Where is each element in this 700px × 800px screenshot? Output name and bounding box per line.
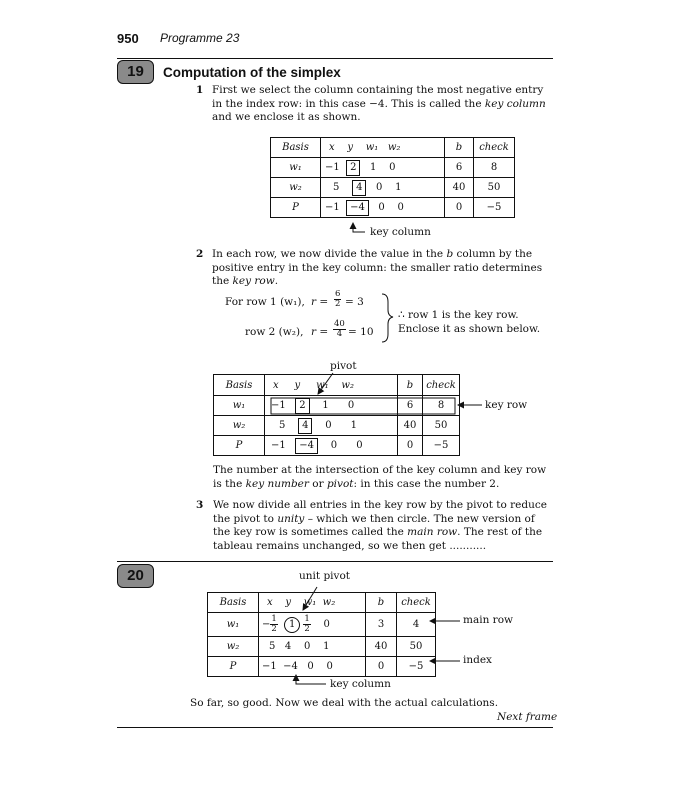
key-column-label: key column <box>370 226 431 238</box>
ratio-conclusion: ∴ row 1 is the key row. <box>398 309 519 321</box>
pivot-label: pivot <box>330 360 357 372</box>
b-cell: 6 <box>445 158 474 178</box>
next-frame-link[interactable]: Next frame <box>497 711 558 723</box>
step1-text: First we select the column containing the most negative entry in the index row: in this case −4. This is called the key column and we enclose it as shown. <box>212 84 546 124</box>
check-cell: −5 <box>423 436 460 456</box>
basis-cell: P <box>271 198 321 218</box>
index-label: index <box>463 654 492 666</box>
basis-cell: w₁ <box>208 613 259 637</box>
header-cell: Basis <box>208 593 259 613</box>
closing-text: So far, so good. Now we deal with the actual calculations. <box>190 697 499 709</box>
fraction: $\frac{1}{2}$ <box>271 614 277 634</box>
header-cell: check <box>397 593 436 613</box>
basis-cell: w₂ <box>214 416 265 436</box>
basis-cell: P <box>208 657 259 677</box>
key-row-box <box>271 398 455 414</box>
coeff-cell: −1 −4 0 0 <box>259 657 366 677</box>
header-cell: b <box>445 138 474 158</box>
page-number: 950 <box>117 31 139 46</box>
check-cell: −5 <box>397 657 436 677</box>
basis-cell: w₁ <box>214 396 265 416</box>
check-cell: 8 <box>423 396 460 416</box>
key-row-label: key row <box>485 399 528 411</box>
b-cell: 40 <box>398 416 423 436</box>
unit-pivot-arrow <box>303 587 317 610</box>
b-cell: 40 <box>366 637 397 657</box>
basis-cell: w₂ <box>271 178 321 198</box>
ratio-row2-label: row 2 (w₂), <box>245 326 304 338</box>
key-column-arrow <box>296 675 326 684</box>
coeff-cell: −1 2 1 0 <box>321 158 445 178</box>
section-title: Computation of the simplex <box>163 65 341 80</box>
ratio-instruction: Enclose it as shown below. <box>398 323 541 335</box>
header-cell: x y w₁ w₂ <box>321 138 445 158</box>
check-cell: 50 <box>474 178 515 198</box>
frame-number-badge: 20 <box>117 564 154 588</box>
unit-pivot-circle: 1 <box>284 617 300 633</box>
basis-cell: P <box>214 436 265 456</box>
check-cell: 50 <box>397 637 436 657</box>
b-cell: 0 <box>366 657 397 677</box>
header-cell: Basis <box>214 375 265 396</box>
header-cell: x y w₁ w₂ <box>265 375 398 396</box>
step2-text: In each row, we now divide the value in the b column by the positive entry in the key column: the smaller ratio determines the key row. <box>212 248 543 288</box>
key-column-label: key column <box>330 678 391 690</box>
header-cell: x y w₁ w₂ <box>259 593 366 613</box>
step-number: 1 <box>196 84 204 96</box>
check-cell: −5 <box>474 198 515 218</box>
frame-number-badge: 19 <box>117 60 154 84</box>
coeff-cell: 5 4 0 1 <box>259 637 366 657</box>
programme-title: Programme 23 <box>160 31 240 45</box>
unit-pivot-label: unit pivot <box>299 570 350 582</box>
basis-cell: w₁ <box>271 158 321 178</box>
pivot-arrow <box>318 373 333 394</box>
check-cell: 50 <box>423 416 460 436</box>
ratio-row2-fraction: $\frac{40}{4}$ <box>334 319 345 339</box>
main-row-label: main row <box>463 614 514 626</box>
fraction: $\frac{1}{2}$ <box>304 614 310 634</box>
ratio-row2-result: = 10 <box>348 326 374 338</box>
header-cell: b <box>398 375 423 396</box>
pivot-explanation: The number at the intersection of the key column and key row is the key number or pivot: in this case the number 2. <box>213 464 547 490</box>
header-cell: check <box>474 138 515 158</box>
check-cell: 8 <box>474 158 515 178</box>
b-cell: 40 <box>445 178 474 198</box>
coeff-cell: −1 2 1 0 <box>265 396 398 416</box>
coeff-cell: −1 −4 0 0 <box>265 436 398 456</box>
ratio-row1-result: = 3 <box>345 296 364 308</box>
b-cell: 0 <box>398 436 423 456</box>
coeff-cell: 5 4 0 1 <box>265 416 398 436</box>
ratio-row1-fraction: $\frac{6}{2}$ <box>335 289 341 309</box>
step3-text: We now divide all entries in the key row by the pivot to reduce the pivot to unity – which we then circle. The new version of the key row is sometimes called the main row. The rest of the tableau remains unchanged, so we then get ........... <box>213 499 547 552</box>
step-number: 3 <box>196 499 204 511</box>
b-cell: 3 <box>366 613 397 637</box>
basis-cell: w₂ <box>208 637 259 657</box>
header-cell: Basis <box>271 138 321 158</box>
ratio-row2-r: r = <box>311 326 329 338</box>
header-cell: check <box>423 375 460 396</box>
ratio-brace <box>382 294 393 342</box>
coeff-cell: − $\frac{1}{2}$ 1 $\frac{1}{2}$ 0 <box>259 613 366 637</box>
key-column-arrow <box>353 223 365 232</box>
check-cell: 4 <box>397 613 436 637</box>
step-number: 2 <box>196 248 204 260</box>
coeff-cell: 5 4 0 1 <box>321 178 445 198</box>
ratio-row1-label: For row 1 (w₁), <box>225 296 305 308</box>
coeff-cell: −1 −4 0 0 <box>321 198 445 218</box>
header-cell: b <box>366 593 397 613</box>
b-cell: 0 <box>445 198 474 218</box>
b-cell: 6 <box>398 396 423 416</box>
ratio-row1-r: r = <box>311 296 329 308</box>
